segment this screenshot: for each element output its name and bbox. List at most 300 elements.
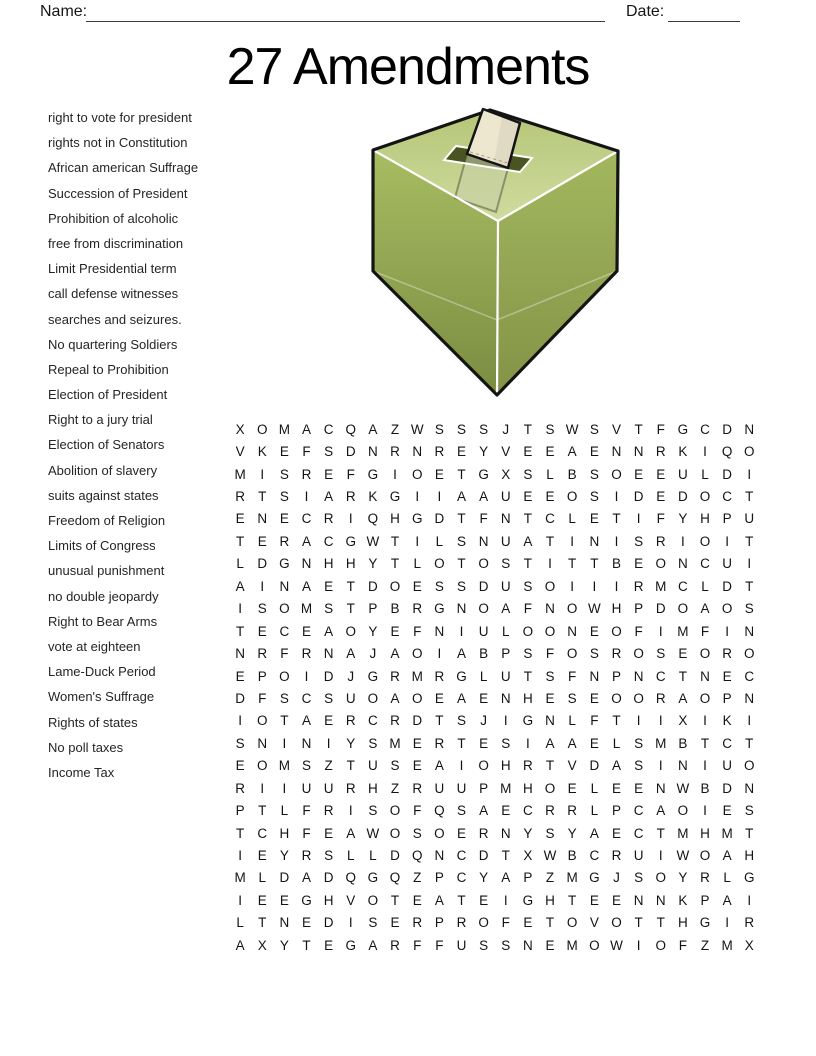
- grid-letter: T: [523, 556, 533, 572]
- grid-letter: B: [611, 556, 621, 572]
- grid-letter: O: [389, 803, 401, 819]
- grid-letter: T: [235, 623, 245, 639]
- grid-letter: N: [434, 623, 445, 639]
- grid-letter: Y: [368, 623, 378, 639]
- grid-letter: D: [279, 870, 290, 886]
- grid-letter: E: [434, 466, 444, 482]
- grid-letter: E: [390, 915, 400, 931]
- grid-letter: E: [279, 511, 289, 527]
- grid-letter: R: [279, 533, 290, 549]
- grid-letter: T: [745, 825, 754, 841]
- grid-letter: R: [301, 466, 312, 482]
- grid-letter: E: [456, 444, 466, 460]
- grid-letter: O: [566, 601, 578, 617]
- grid-letter: Y: [479, 870, 489, 886]
- grid-letter: F: [700, 623, 710, 639]
- grid-letter: I: [747, 466, 752, 482]
- grid-letter: O: [633, 690, 644, 706]
- grid-letter: N: [744, 690, 755, 706]
- grid-letter: T: [568, 556, 577, 572]
- grid-letter: D: [345, 444, 356, 460]
- grid-letter: A: [346, 825, 356, 841]
- grid-letter: R: [633, 578, 644, 594]
- grid-letter: H: [523, 780, 533, 796]
- date-fill-line: [668, 21, 740, 22]
- grid-letter: L: [435, 533, 444, 549]
- grid-letter: T: [656, 915, 665, 931]
- grid-letter: N: [744, 780, 755, 796]
- grid-letter: F: [413, 937, 422, 953]
- grid-letter: E: [324, 825, 334, 841]
- grid-letter: H: [744, 848, 755, 864]
- grid-letter: B: [567, 466, 577, 482]
- grid-letter: U: [301, 780, 312, 796]
- grid-letter: S: [368, 915, 378, 931]
- grid-letter: L: [701, 578, 709, 594]
- grid-letter: G: [367, 466, 379, 482]
- grid-letter: D: [722, 466, 733, 482]
- grid-letter: C: [279, 623, 290, 639]
- grid-letter: E: [523, 489, 533, 505]
- grid-letter: M: [234, 870, 246, 886]
- grid-letter: S: [744, 601, 754, 617]
- grid-letter: U: [744, 511, 755, 527]
- grid-letter: E: [479, 735, 489, 751]
- grid-letter: E: [279, 444, 289, 460]
- grid-letter: R: [301, 848, 312, 864]
- grid-letter: T: [346, 601, 355, 617]
- grid-letter: U: [456, 937, 467, 953]
- grid-letter: T: [745, 489, 754, 505]
- grid-letter: K: [368, 489, 378, 505]
- grid-letter: C: [257, 825, 268, 841]
- grid-letter: B: [479, 646, 489, 662]
- grid-letter: L: [479, 668, 488, 684]
- grid-letter: O: [566, 646, 578, 662]
- grid-letter: D: [722, 421, 733, 437]
- grid-letter: C: [633, 825, 644, 841]
- grid-letter: A: [235, 937, 245, 953]
- grid-letter: R: [434, 444, 445, 460]
- grid-letter: C: [744, 668, 755, 684]
- grid-letter: C: [368, 713, 378, 729]
- grid-letter: L: [612, 735, 621, 751]
- grid-letter: F: [413, 803, 422, 819]
- grid-letter: O: [389, 578, 401, 594]
- grid-letter: A: [456, 489, 466, 505]
- grid-letter: T: [590, 556, 599, 572]
- grid-letter: T: [612, 713, 621, 729]
- word-list-item: Freedom of Religion: [48, 513, 166, 528]
- grid-letter: E: [412, 758, 422, 774]
- grid-letter: R: [412, 601, 423, 617]
- grid-letter: E: [257, 848, 267, 864]
- grid-letter: I: [238, 601, 242, 617]
- grid-letter: U: [478, 623, 489, 639]
- grid-letter: S: [412, 825, 422, 841]
- grid-letter: E: [611, 780, 621, 796]
- grid-letter: G: [699, 915, 711, 931]
- word-list-item: right to vote for president: [48, 110, 192, 125]
- grid-letter: E: [235, 758, 245, 774]
- grid-letter: E: [412, 578, 422, 594]
- grid-letter: I: [703, 713, 707, 729]
- grid-letter: H: [279, 825, 290, 841]
- word-list-item: rights not in Constitution: [48, 135, 188, 151]
- grid-letter: R: [434, 668, 445, 684]
- grid-letter: T: [280, 713, 289, 729]
- grid-letter: N: [567, 623, 578, 639]
- grid-letter: Y: [346, 735, 356, 751]
- grid-letter: C: [655, 668, 666, 684]
- grid-letter: A: [301, 713, 311, 729]
- grid-letter: W: [610, 937, 623, 953]
- grid-letter: I: [725, 915, 730, 931]
- grid-letter: H: [523, 690, 533, 706]
- grid-letter: I: [614, 578, 619, 594]
- grid-letter: S: [279, 489, 289, 505]
- grid-letter: I: [282, 780, 287, 796]
- grid-letter: O: [478, 601, 489, 617]
- grid-letter: W: [366, 533, 380, 549]
- grid-letter: U: [678, 466, 688, 482]
- grid-letter: G: [434, 601, 445, 617]
- grid-letter: T: [390, 533, 400, 549]
- grid-letter: F: [280, 646, 289, 662]
- grid-letter: Q: [345, 421, 357, 437]
- grid-letter: C: [301, 511, 312, 527]
- grid-letter: I: [658, 758, 663, 774]
- grid-letter: E: [324, 937, 334, 953]
- grid-letter: P: [257, 668, 267, 684]
- date-label: Date:: [626, 3, 665, 20]
- grid-letter: A: [567, 735, 577, 751]
- grid-letter: Z: [545, 870, 555, 886]
- grid-letter: X: [744, 937, 754, 953]
- grid-letter: R: [523, 758, 533, 774]
- grid-letter: E: [523, 444, 533, 460]
- grid-letter: I: [348, 803, 353, 819]
- grid-letter: E: [634, 780, 644, 796]
- grid-letter: C: [722, 489, 733, 505]
- grid-letter: Z: [390, 421, 400, 437]
- grid-letter: E: [390, 623, 400, 639]
- grid-letter: D: [368, 578, 378, 594]
- grid-letter: E: [545, 690, 555, 706]
- grid-letter: P: [235, 803, 245, 819]
- grid-letter: O: [699, 489, 711, 505]
- grid-letter: M: [278, 421, 290, 437]
- grid-letter: A: [722, 848, 732, 864]
- word-list-item: No quartering Soldiers: [48, 336, 178, 352]
- grid-letter: H: [700, 825, 710, 841]
- word-list-item: Income Tax: [48, 764, 115, 780]
- grid-letter: R: [257, 646, 268, 662]
- grid-letter: E: [589, 444, 599, 460]
- grid-letter: W: [676, 780, 690, 796]
- grid-letter: G: [522, 713, 534, 729]
- grid-letter: I: [304, 489, 309, 505]
- grid-letter: P: [501, 646, 511, 662]
- grid-letter: H: [323, 556, 334, 572]
- grid-letter: F: [346, 466, 355, 482]
- grid-letter: T: [457, 466, 466, 482]
- grid-letter: N: [500, 825, 511, 841]
- grid-letter: F: [678, 937, 687, 953]
- grid-letter: A: [390, 690, 400, 706]
- grid-letter: O: [566, 489, 578, 505]
- grid-letter: V: [235, 444, 245, 460]
- grid-letter: P: [700, 892, 710, 908]
- grid-letter: I: [282, 735, 287, 751]
- grid-letter: A: [390, 646, 400, 662]
- grid-letter: T: [235, 533, 245, 549]
- grid-letter: N: [301, 735, 312, 751]
- grid-letter: O: [256, 421, 268, 437]
- grid-letter: X: [257, 937, 267, 953]
- grid-letter: N: [500, 511, 511, 527]
- grid-letter: D: [257, 556, 268, 572]
- grid-letter: D: [235, 690, 245, 706]
- grid-letter: A: [479, 803, 489, 819]
- grid-letter: L: [236, 915, 244, 931]
- grid-letter: O: [611, 915, 622, 931]
- grid-letter: T: [678, 668, 687, 684]
- grid-letter: W: [410, 421, 424, 437]
- grid-letter: L: [590, 780, 599, 796]
- grid-letter: R: [235, 780, 245, 796]
- grid-letter: S: [523, 646, 533, 662]
- grid-letter: X: [501, 466, 511, 482]
- grid-letter: A: [324, 623, 334, 639]
- grid-letter: L: [568, 511, 576, 527]
- grid-letter: N: [678, 556, 688, 572]
- grid-letter: Y: [678, 511, 688, 527]
- grid-letter: G: [389, 489, 401, 505]
- grid-letter: O: [478, 915, 489, 931]
- grid-letter: A: [301, 421, 311, 437]
- grid-letter: Y: [523, 825, 533, 841]
- grid-letter: Q: [367, 511, 379, 527]
- grid-letter: H: [345, 556, 356, 572]
- grid-letter: R: [345, 713, 356, 729]
- grid-letter: V: [501, 444, 511, 460]
- grid-letter: T: [523, 421, 533, 437]
- grid-letter: G: [522, 892, 534, 908]
- grid-letter: S: [501, 556, 511, 572]
- ballot-box-illustration: [368, 106, 632, 404]
- grid-letter: R: [655, 533, 666, 549]
- grid-letter: L: [590, 803, 599, 819]
- grid-letter: F: [258, 690, 267, 706]
- word-list-item: Abolition of slavery: [48, 462, 158, 478]
- grid-letter: T: [390, 556, 400, 572]
- grid-letter: S: [279, 690, 289, 706]
- grid-letter: R: [345, 489, 356, 505]
- grid-letter: S: [656, 646, 666, 662]
- grid-letter: A: [456, 690, 466, 706]
- grid-letter: A: [545, 735, 555, 751]
- grid-letter: P: [479, 780, 489, 796]
- grid-letter: O: [655, 870, 666, 886]
- grid-letter: E: [324, 466, 334, 482]
- grid-letter: I: [238, 713, 242, 729]
- grid-letter: U: [323, 780, 334, 796]
- grid-letter: X: [678, 713, 688, 729]
- grid-letter: N: [456, 601, 467, 617]
- grid-letter: U: [456, 780, 467, 796]
- grid-letter: R: [390, 713, 400, 729]
- grid-letter: N: [257, 735, 268, 751]
- grid-letter: M: [655, 578, 667, 594]
- grid-letter: U: [722, 758, 733, 774]
- grid-letter: S: [589, 646, 599, 662]
- grid-letter: R: [456, 915, 467, 931]
- grid-letter: D: [633, 489, 644, 505]
- grid-letter: N: [700, 668, 710, 684]
- grid-letter: O: [744, 758, 755, 774]
- grid-letter: O: [478, 758, 489, 774]
- grid-letter: Y: [279, 848, 289, 864]
- grid-letter: M: [721, 825, 733, 841]
- grid-letter: R: [390, 668, 400, 684]
- grid-letter: T: [457, 735, 466, 751]
- grid-letter: X: [523, 848, 533, 864]
- grid-letter: O: [677, 601, 689, 617]
- grid-letter: C: [700, 556, 710, 572]
- grid-letter: F: [479, 511, 488, 527]
- grid-letter: I: [437, 489, 442, 505]
- word-list-item: no double jeopardy: [48, 588, 159, 604]
- grid-letter: H: [500, 758, 511, 774]
- grid-letter: E: [545, 489, 555, 505]
- grid-letter: R: [545, 803, 555, 819]
- grid-letter: A: [700, 601, 710, 617]
- grid-letter: C: [301, 690, 312, 706]
- grid-letter: I: [570, 578, 575, 594]
- grid-letter: O: [279, 668, 290, 684]
- word-list-item: searches and seizures.: [48, 311, 182, 327]
- grid-letter: A: [346, 646, 356, 662]
- grid-letter: F: [302, 444, 311, 460]
- grid-letter: W: [565, 421, 579, 437]
- grid-letter: R: [722, 646, 733, 662]
- grid-letter: E: [634, 556, 644, 572]
- grid-letter: V: [611, 421, 621, 437]
- grid-letter: A: [656, 803, 666, 819]
- grid-letter: L: [568, 713, 576, 729]
- grid-letter: O: [434, 556, 445, 572]
- grid-letter: Q: [389, 870, 401, 886]
- grid-letter: T: [612, 511, 621, 527]
- grid-letter: E: [235, 511, 245, 527]
- grid-letter: B: [678, 735, 688, 751]
- grid-letter: E: [301, 915, 311, 931]
- grid-letter: A: [589, 825, 599, 841]
- grid-letter: I: [614, 533, 619, 549]
- grid-letter: S: [634, 870, 644, 886]
- grid-letter: W: [366, 825, 380, 841]
- grid-letter: S: [501, 937, 511, 953]
- grid-letter: R: [390, 444, 400, 460]
- grid-letter: I: [658, 713, 663, 729]
- grid-letter: O: [677, 803, 689, 819]
- grid-letter: U: [345, 690, 356, 706]
- grid-letter: L: [258, 870, 266, 886]
- grid-letter: G: [744, 870, 755, 886]
- grid-letter: E: [567, 780, 577, 796]
- grid-letter: G: [478, 466, 489, 482]
- grid-letter: S: [279, 466, 289, 482]
- grid-letter: J: [613, 870, 620, 886]
- grid-letter: D: [478, 578, 489, 594]
- grid-letter: R: [611, 848, 622, 864]
- grid-letter: O: [389, 825, 401, 841]
- grid-letter: N: [235, 646, 245, 662]
- grid-letter: M: [721, 937, 733, 953]
- grid-letter: I: [747, 556, 752, 572]
- grid-letter: M: [500, 780, 512, 796]
- grid-letter: C: [678, 578, 688, 594]
- grid-letter: E: [589, 623, 599, 639]
- grid-letter: S: [589, 489, 599, 505]
- grid-letter: N: [257, 511, 268, 527]
- grid-letter: I: [636, 713, 641, 729]
- word-list-item: Repeal to Prohibition: [48, 361, 169, 377]
- grid-letter: E: [611, 892, 621, 908]
- grid-letter: O: [744, 444, 755, 460]
- grid-letter: L: [369, 848, 377, 864]
- grid-letter: N: [279, 578, 290, 594]
- grid-letter: N: [678, 758, 688, 774]
- grid-letter: O: [434, 825, 445, 841]
- grid-letter: O: [699, 533, 711, 549]
- grid-letter: A: [235, 578, 245, 594]
- grid-letter: O: [256, 713, 268, 729]
- grid-letter: L: [723, 870, 731, 886]
- grid-letter: W: [543, 848, 557, 864]
- grid-letter: I: [459, 623, 464, 639]
- grid-letter: P: [722, 511, 732, 527]
- grid-letter: J: [480, 713, 487, 729]
- grid-letter: E: [589, 511, 599, 527]
- grid-letter: J: [347, 668, 355, 684]
- grid-letter: A: [611, 758, 621, 774]
- grid-letter: I: [348, 511, 353, 527]
- grid-letter: S: [456, 578, 466, 594]
- grid-letter: N: [368, 444, 378, 460]
- grid-letter: E: [722, 803, 732, 819]
- grid-letter: M: [411, 668, 423, 684]
- grid-letter: U: [633, 848, 644, 864]
- grid-letter: E: [412, 892, 422, 908]
- grid-letter: T: [523, 668, 533, 684]
- grid-letter: J: [369, 646, 377, 662]
- grid-letter: R: [412, 915, 423, 931]
- grid-letter: M: [677, 825, 689, 841]
- grid-letter: E: [611, 825, 621, 841]
- grid-letter: S: [434, 578, 444, 594]
- word-list-item: Limits of Congress: [48, 538, 156, 554]
- grid-letter: S: [434, 421, 444, 437]
- word-list-item: call defense witnesses: [48, 286, 179, 302]
- grid-letter: K: [678, 444, 688, 460]
- grid-letter: I: [747, 713, 752, 729]
- grid-letter: R: [700, 870, 710, 886]
- grid-letter: D: [323, 870, 334, 886]
- grid-letter: I: [238, 892, 242, 908]
- grid-letter: N: [589, 668, 600, 684]
